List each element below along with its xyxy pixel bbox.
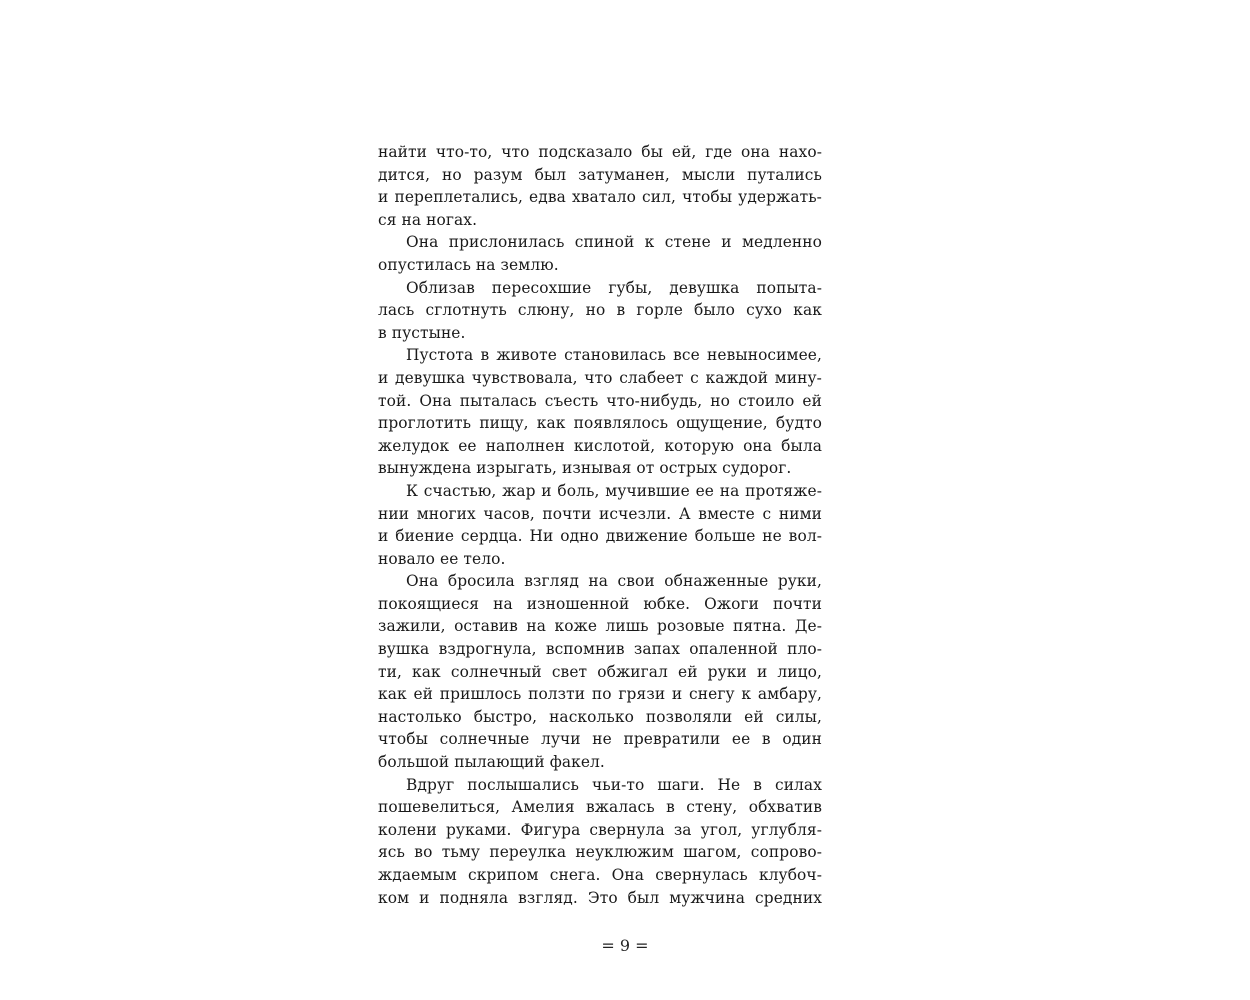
text-line: Пустота в животе становилась все невыносимее, <box>406 346 822 365</box>
text-line: и переплетались, едва хватало сил, чтобы удержать- <box>378 188 822 207</box>
text-line: Облизав пересохшие губы, девушка попыта- <box>406 278 822 297</box>
text-line: нии многих часов, почти исчезли. А вместе с ними <box>378 504 822 523</box>
text-line: ся на ногах. <box>378 210 478 229</box>
text-line: как ей пришлось ползти по грязи и снегу к амбару, <box>378 685 822 704</box>
text-line: вынуждена изрыгать, изнывая от острых судорог. <box>378 459 792 478</box>
text-line: и девушка чувствовала, что слабеет с каждой мину- <box>378 368 822 387</box>
text-line: проглотить пищу, как появлялось ощущение, будто <box>378 414 822 433</box>
text-line: настолько быстро, насколько позволяли ей силы, <box>378 707 822 726</box>
text-line: вушка вздрогнула, вспомнив запах опаленной пло- <box>378 640 822 659</box>
text-line: ждаемым скрипом снега. Она свернулась клубоч- <box>378 866 822 884</box>
text-line: опустилась на землю. <box>378 255 559 274</box>
page-number: = 9 = <box>601 936 649 955</box>
text-line: той. Она пыталась съесть что-нибудь, но стоило ей <box>378 391 822 410</box>
text-line: и биение сердца. Ни одно движение больше не вол- <box>378 527 822 546</box>
text-line: покоящиеся на изношенной юбке. Ожоги почти <box>378 594 822 613</box>
text-line: ком и подняла взгляд. Это был мужчина средних <box>378 888 822 907</box>
text-line: ти, как солнечный свет обжигал ей руки и лицо, <box>378 662 822 681</box>
text-line: желудок ее наполнен кислотой, которую она была <box>378 436 822 455</box>
text-line: лась сглотнуть слюну, но в горле было сухо как <box>378 301 822 320</box>
text-line: колени руками. Фигура свернула за угол, углубля- <box>378 820 822 839</box>
text-line: найти что-то, что подсказало бы ей, где она нахо- <box>378 143 822 161</box>
text-line: чтобы солнечные лучи не превратили ее в один <box>378 730 822 749</box>
text-line: новало ее тело. <box>378 549 506 568</box>
text-line: дится, но разум был затуманен, мысли путались <box>378 165 822 184</box>
text-line: в пустыне. <box>378 323 466 342</box>
text-line: пошевелиться, Амелия вжалась в стену, обхватив <box>378 798 822 817</box>
text-line: большой пылающий факел. <box>378 753 605 772</box>
text-line: К счастью, жар и боль, мучившие ее на протяже- <box>406 481 822 500</box>
body-text <box>378 141 822 909</box>
text-line: Она бросила взгляд на свои обнаженные руки, <box>406 572 822 591</box>
text-line: Вдруг послышались чьи-то шаги. Не в силах <box>406 775 822 794</box>
text-line: Она прислонилась спиной к стене и медленно <box>406 233 822 252</box>
text-line: ясь во тьму переулка неуклюжим шагом, сопрово- <box>378 843 822 862</box>
text-line: зажили, оставив на коже лишь розовые пятна. Де- <box>378 617 822 636</box>
